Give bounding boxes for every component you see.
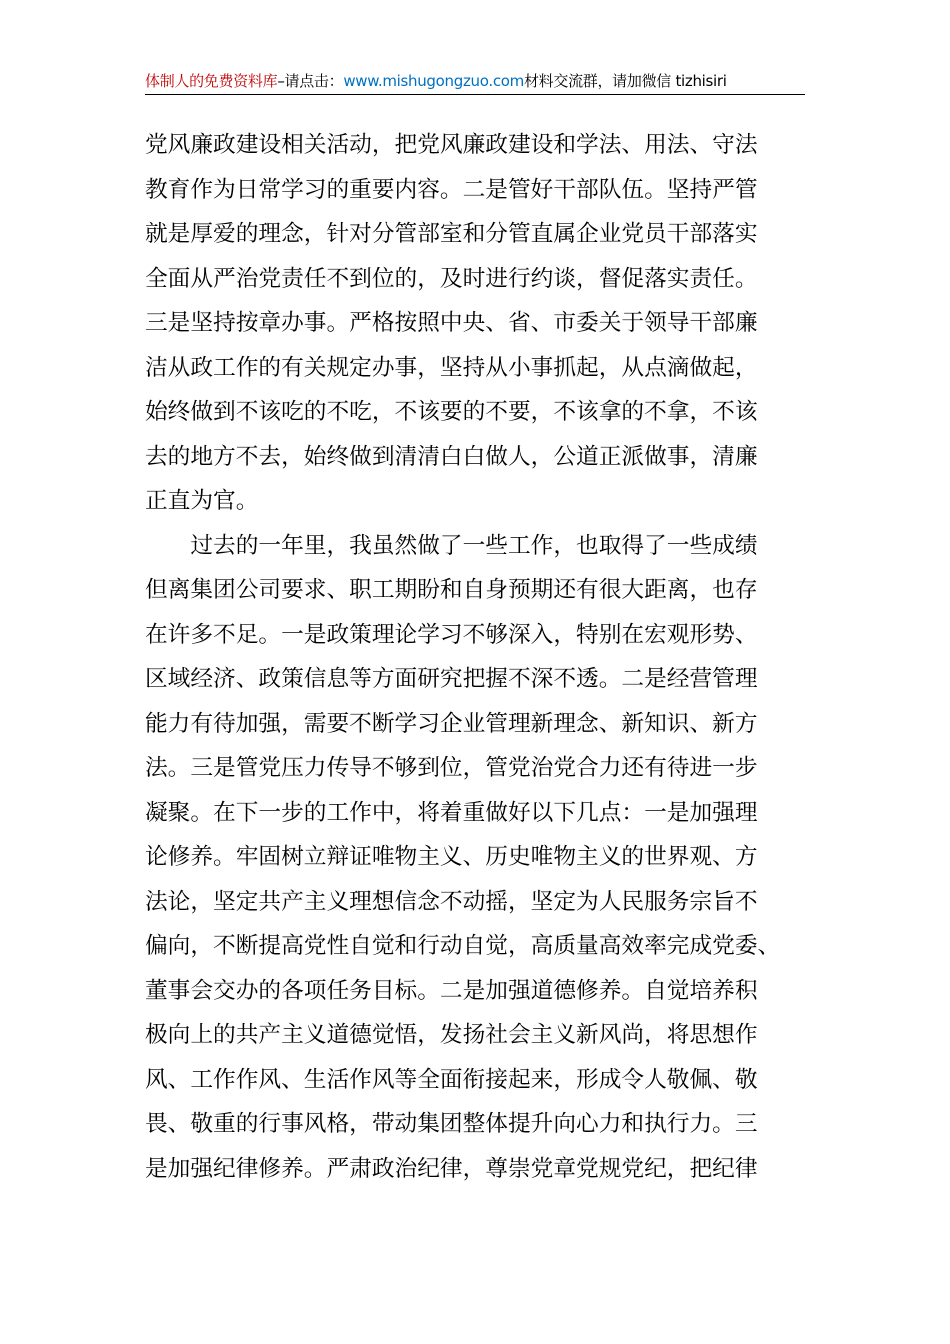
text-line: 风、工作作风、生活作风等全面衔接起来，形成令人敬佩、敬 xyxy=(145,1066,758,1093)
header-divider xyxy=(145,94,805,95)
text-line: 过去的一年里，我虽然做了一些工作，也取得了一些成绩 xyxy=(145,532,758,559)
text-line: 教育作为日常学习的重要内容。二是管好干部队伍。坚持严管 xyxy=(145,176,758,203)
page-header xyxy=(145,70,805,94)
text-line: 就是厚爱的理念，针对分管部室和分管直属企业党员干部落实 xyxy=(145,221,758,247)
header-site-link[interactable]: www.mishugongzuo.com xyxy=(343,72,524,90)
text-line: 极向上的共产主义道德觉悟，发扬社会主义新风尚，将思想作 xyxy=(145,1022,758,1048)
text-line: 三是坚持按章办事。严格按照中央、省、市委关于领导干部廉 xyxy=(145,310,758,336)
text-line: 畏、敬重的行事风格，带动集团整体提升向心力和执行力。三 xyxy=(145,1111,758,1137)
text-line: 董事会交办的各项任务目标。二是加强道德修养。自觉培养积 xyxy=(145,977,758,1004)
document-body xyxy=(145,123,805,1191)
text-line: 始终做到不该吃的不吃，不该要的不要，不该拿的不拿，不该 xyxy=(145,399,758,425)
text-line: 论修养。牢固树立辩证唯物主义、历史唯物主义的世界观、方 xyxy=(145,844,758,870)
header-wechat-note: 材料交流群，请加微信 tizhisiri xyxy=(523,72,727,90)
text-line: 党风廉政建设相关活动，把党风廉政建设和学法、用法、守法 xyxy=(145,132,758,158)
text-line: 区域经济、政策信息等方面研究把握不深不透。二是经营管理 xyxy=(145,666,758,692)
text-line: 在许多不足。一是政策理论学习不够深入，特别在宏观形势、 xyxy=(145,621,758,648)
text-line: 凝聚。在下一步的工作中，将着重做好以下几点：一是加强理 xyxy=(145,799,758,826)
header-click-prompt: –请点击： xyxy=(277,72,344,90)
header-brand: 体制人的免费资料库 xyxy=(145,72,278,90)
text-line: 偏向，不断提高党性自觉和行动自觉，高质量高效率完成党委、 xyxy=(145,933,781,959)
text-line: 是加强纪律修养。严肃政治纪律，尊崇党章党规党纪，把纪律 xyxy=(145,1155,758,1182)
text-line: 但离集团公司要求、职工期盼和自身预期还有很大距离，也存 xyxy=(145,577,758,603)
text-line: 正直为官。 xyxy=(145,488,259,514)
text-line: 洁从政工作的有关规定办事，坚持从小事抓起，从点滴做起， xyxy=(145,354,758,381)
text-line: 法。三是管党压力传导不够到位，管党治党合力还有待进一步 xyxy=(145,755,758,781)
text-line: 法论，坚定共产主义理想信念不动摇，坚定为人民服务宗旨不 xyxy=(145,888,758,915)
text-line: 能力有待加强，需要不断学习企业管理新理念、新知识、新方 xyxy=(145,710,758,737)
text-line: 去的地方不去，始终做到清清白白做人，公道正派做事，清廉 xyxy=(145,443,758,470)
text-line: 全面从严治党责任不到位的，及时进行约谈，督促落实责任。 xyxy=(145,265,758,292)
